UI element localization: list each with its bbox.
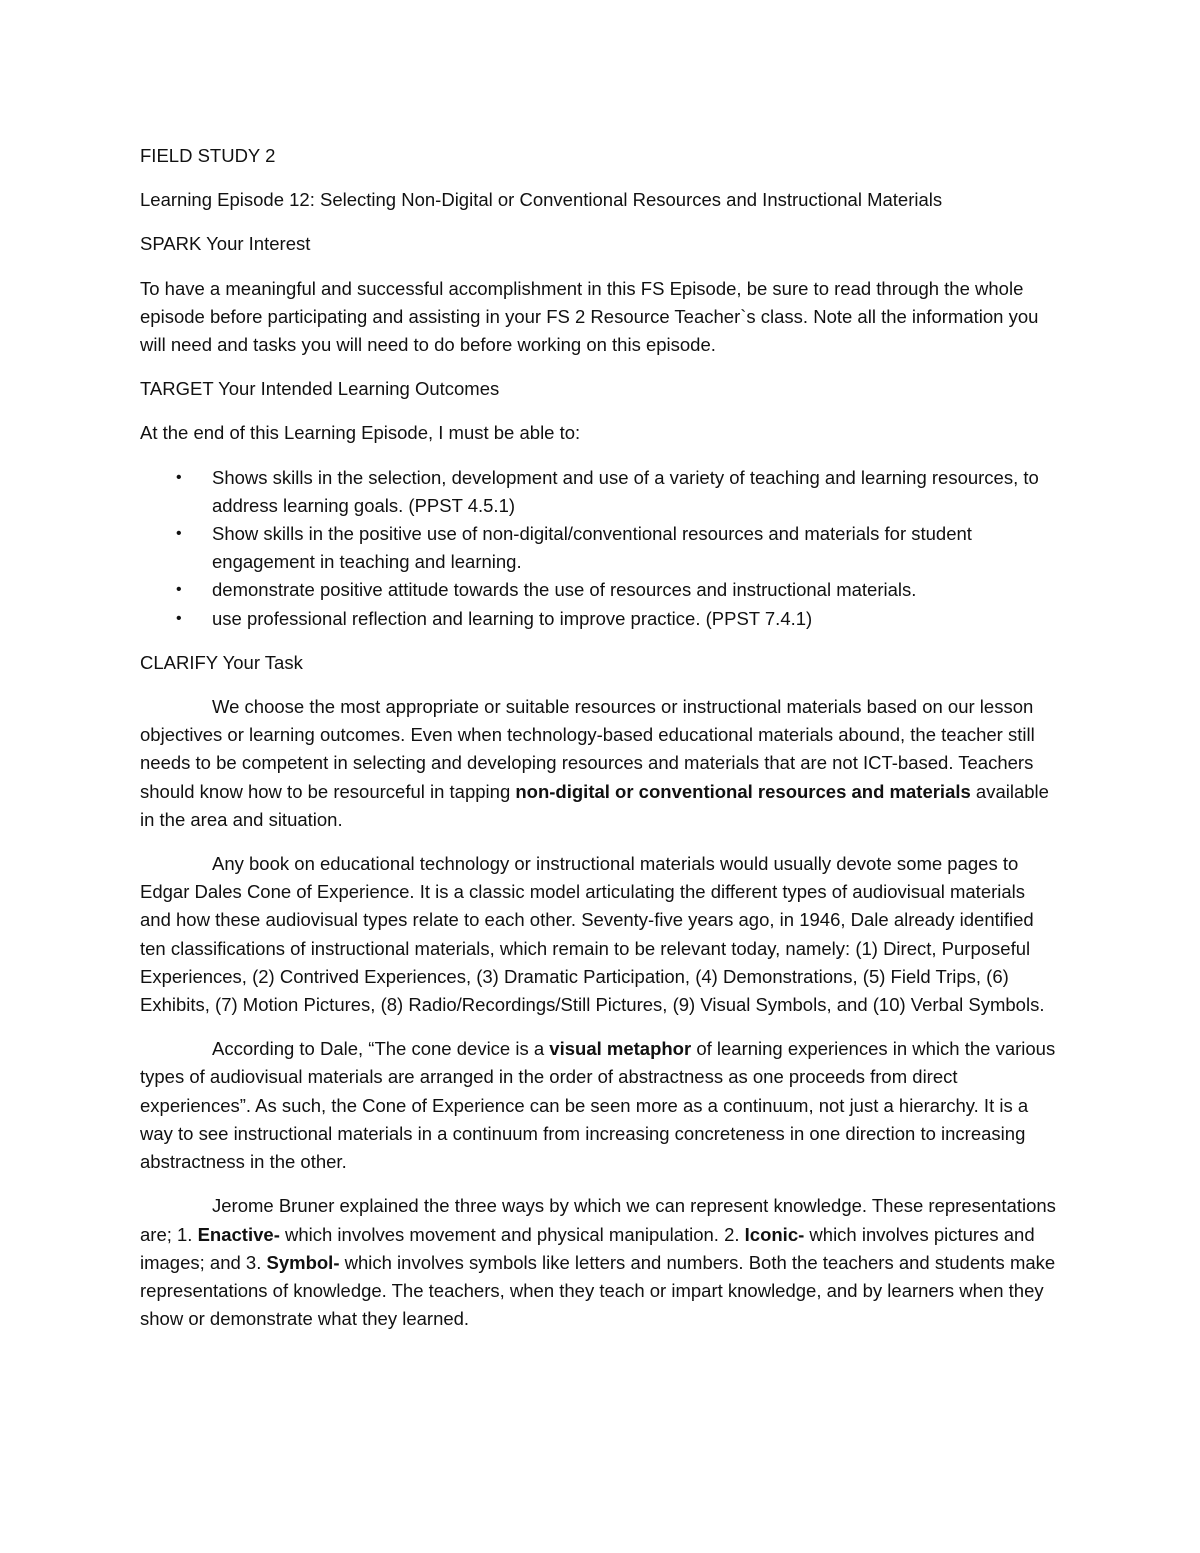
target-intro: At the end of this Learning Episode, I must be able to: [140,422,581,444]
bold-term: Enactive- [197,1223,280,1245]
paragraph-text: of learning experiences in which the various types of audiovisual materials are arranged in the order of abstractness as one proceeds from direct experiences”. As such, the Cone of Experience can be seen more as a continuum, not just a hierarchy. It is a way to see instructional materials in a continuum from increasing concreteness in one direction to increasing abstractness in the other. [140,1038,1056,1173]
target-heading: TARGET Your Intended Learning Outcomes [140,378,500,400]
bullet-icon: • [176,468,182,486]
bold-term: non-digital or conventional resources and materials [515,780,971,802]
bullet-icon: • [176,581,182,599]
clarify-paragraph-1 [140,693,1060,834]
paragraph-text: which involves pictures and images; and 3. [140,1223,1035,1273]
list-item [176,464,1060,520]
clarify-paragraph-2: Any book on educational technology or instructional materials would usually devote some pages to Edgar Dales Cone of Experience. It is a classic model articulating the different types of audiovisual materials and how these audiovisual types relate to each other. Seventy-five years ago, in 1946, Dale already identified ten classifications of instructional materials, which remain to be relevant today, namely: (1) Direct, Purposeful Experiences, (2) Contrived Experiences, (3) Dramatic Participation, (4) Demonstrations, (5) Field Trips, (6) Exhibits, (7) Motion Pictures, (8) Radio/Recordings/Still Pictures, (9) Visual Symbols, and (10) Verbal Symbols. [140,853,1045,1016]
document-title: FIELD STUDY 2 [140,145,276,166]
paragraph-text: According to Dale, “The cone device is a [212,1038,550,1060]
clarify-heading: CLARIFY Your Task [140,651,303,673]
paragraph-text: available in the area and situation. [140,780,1049,830]
list-item [176,576,1060,604]
bold-term: Symbol- [266,1251,340,1273]
bullet-icon: • [176,525,182,543]
list-item [176,605,1060,633]
spark-paragraph: To have a meaningful and successful accomplishment in this FS Episode, be sure to read through the whole episode before participating and assisting in your FS 2 Resource Teacher`s class. Note all the information you will need and tasks you will need to do before working on this episode. [140,277,1039,356]
bullet-icon: • [176,609,182,627]
outcome-text: use professional reflection and learning to improve practice. (PPST 7.4.1) [212,607,813,629]
document-page [140,142,1060,1349]
bold-term: Iconic- [744,1223,805,1245]
list-item [176,520,1060,576]
episode-title: Learning Episode 12: Selecting Non-Digital or Conventional Resources and Instructional Materials [140,189,943,211]
clarify-paragraph-4 [140,1192,1060,1333]
outcomes-list [140,464,1060,633]
outcome-text: Show skills in the positive use of non-digital/conventional resources and materials for student engagement in teaching and learning. [212,523,972,573]
bold-term: visual metaphor [549,1038,692,1060]
clarify-paragraph-3 [140,1035,1060,1176]
paragraph-text: which involves movement and physical manipulation. 2. [279,1223,745,1245]
paragraph-text: which involves symbols like letters and numbers. Both the teachers and students make representations of knowledge. The teachers, when they teach or impart knowledge, and by learners when they show or demonstrate what they learned. [140,1251,1056,1330]
outcome-text: demonstrate positive attitude towards the use of resources and instructional materials. [212,579,917,601]
paragraph-text: Jerome Bruner explained the three ways by which we can represent knowledge. These representations are; 1. [140,1195,1056,1245]
paragraph-text: We choose the most appropriate or suitable resources or instructional materials based on our lesson objectives or learning outcomes. Even when technology-based educational materials abound, the teacher still needs to be competent in selecting and developing resources and materials that are not ICT-based. Teachers should know how to be resourceful in tapping [140,696,1035,802]
spark-heading: SPARK Your Interest [140,233,311,255]
outcome-text: Shows skills in the selection, development and use of a variety of teaching and learning resources, to address learning goals. (PPST 4.5.1) [212,466,1039,516]
